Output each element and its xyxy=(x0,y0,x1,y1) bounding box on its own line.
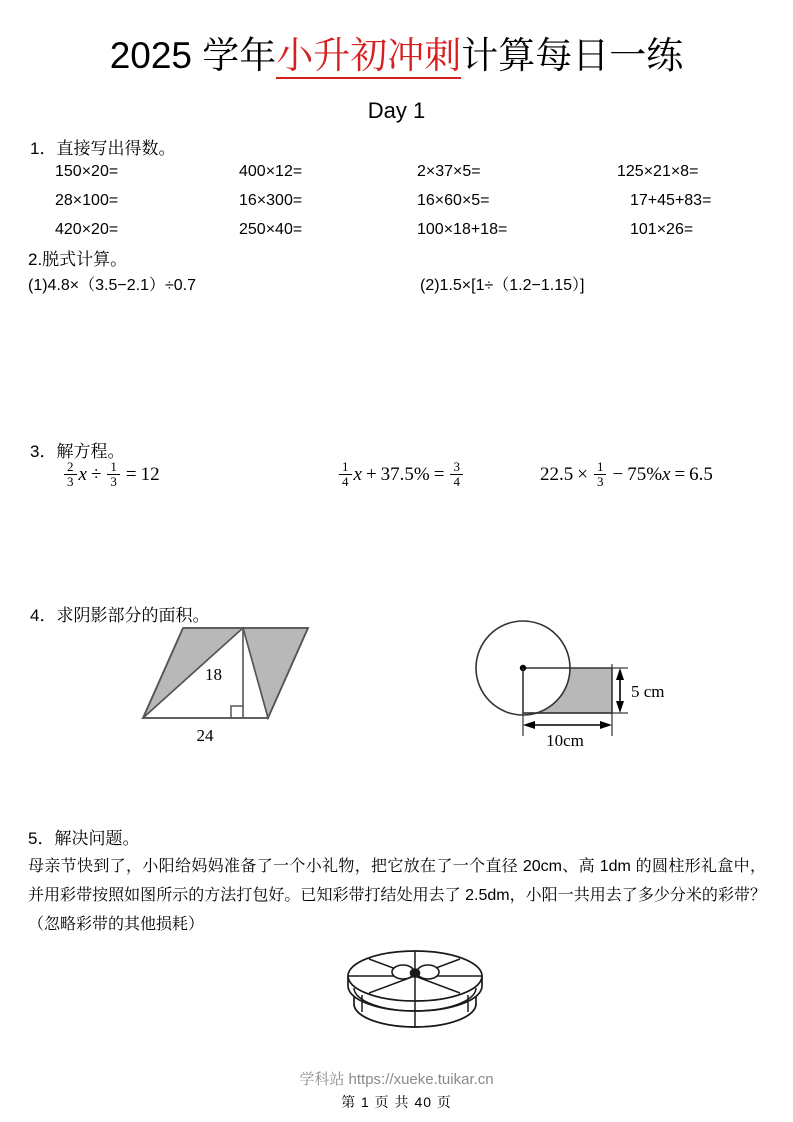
footer-page-number: 第 1 页 共 40 页 xyxy=(341,1094,452,1110)
width-dimension-arrow xyxy=(523,721,612,729)
variable-x: x xyxy=(353,464,362,486)
s3-equation-2 xyxy=(337,461,465,489)
equals-sign: = xyxy=(674,464,686,486)
s1-cell-r1c1: 16×300= xyxy=(239,192,303,209)
height-label: 18 xyxy=(205,665,222,684)
s1-cell-r2c1: 250×40= xyxy=(239,221,303,238)
height-label: 5 cm xyxy=(631,682,665,701)
section-5-heading: 5．解决问题。 xyxy=(28,829,140,848)
rhs-value: 6.5 xyxy=(689,464,713,486)
s1-cell-r0c0: 150×20= xyxy=(55,163,119,180)
s1-cell-r0c3: 125×21×8= xyxy=(617,163,699,180)
s3-equation-1 xyxy=(62,461,160,489)
operator-divide: ÷ xyxy=(90,464,102,486)
operator-multiply: × xyxy=(577,464,588,486)
section-2-heading: 2.脱式计算。 xyxy=(28,250,128,269)
variable-x: x xyxy=(662,464,671,486)
day-label: Day 1 xyxy=(367,98,426,123)
section-3-heading: 3．解方程。 xyxy=(30,442,125,461)
percent-term: 75% xyxy=(627,464,663,486)
s1-cell-r1c0: 28×100= xyxy=(55,192,119,209)
s1-cell-r1c2: 16×60×5= xyxy=(417,192,490,209)
s1-cell-r2c3: 101×26= xyxy=(630,221,694,238)
height-dimension-arrow xyxy=(616,668,624,713)
s1-cell-r0c2: 2×37×5= xyxy=(417,163,481,180)
operator-minus: − xyxy=(612,464,624,486)
base-label: 24 xyxy=(196,726,214,745)
title-prefix: 2025 学年 xyxy=(109,35,277,76)
gift-box-illustration xyxy=(338,950,488,1041)
variable-x: x xyxy=(78,464,87,486)
fraction-two-thirds: $\frac{2}{3}$ xyxy=(64,460,77,488)
lead-value: 22.5 xyxy=(540,464,574,486)
fraction-one-third: $\frac{1}{3}$ xyxy=(107,460,120,488)
s2-item-1: (1)4.8×（3.5−2.1）÷0.7 xyxy=(28,277,196,294)
fraction-one-fourth: $\frac{1}{4}$ xyxy=(339,460,352,488)
circle-rectangle-figure xyxy=(465,612,705,767)
footer-site-link[interactable]: 学科站 https://xueke.tuikar.cn xyxy=(299,1071,494,1088)
section-4-heading: 4．求阴影部分的面积。 xyxy=(30,606,210,625)
title-highlight: 小升初冲刺 xyxy=(276,35,461,79)
operator-plus: + xyxy=(365,464,377,486)
section-5-body: 母亲节快到了，小阳给妈妈准备了一个小礼物，把它放在了一个直径 20cm、高 1dm 的圆柱形礼盒中，并用彩带按照如图所示的方法打包好。已知彩带打结处用去了 2.5dm，小阳一共用去了多少分米的彩带？（忽略彩带的其他损耗） xyxy=(28,858,766,933)
s2-item-2: (2)1.5×[1÷（1.2−1.15）] xyxy=(420,277,585,294)
section-1-heading: 1．直接写出得数。 xyxy=(30,139,176,158)
width-label: 10cm xyxy=(546,731,584,750)
s1-cell-r2c2: 100×18+18= xyxy=(417,221,508,238)
equals-sign: = xyxy=(433,464,445,486)
page-title xyxy=(0,36,793,77)
percent-term: 37.5% xyxy=(380,464,430,486)
s1-cell-r0c1: 400×12= xyxy=(239,163,303,180)
rhs-value: 12 xyxy=(140,464,160,486)
s1-cell-r1c3: 17+45+83= xyxy=(630,192,712,209)
title-suffix: 计算每日一练 xyxy=(461,35,684,76)
shaded-parallelogram-figure xyxy=(130,618,330,763)
fraction-one-third: $\frac{1}{3}$ xyxy=(594,460,607,488)
equals-sign: = xyxy=(125,464,137,486)
s1-cell-r2c0: 420×20= xyxy=(55,221,119,238)
s3-equation-3 xyxy=(540,461,713,489)
fraction-three-fourths: $\frac{3}{4}$ xyxy=(450,460,463,488)
